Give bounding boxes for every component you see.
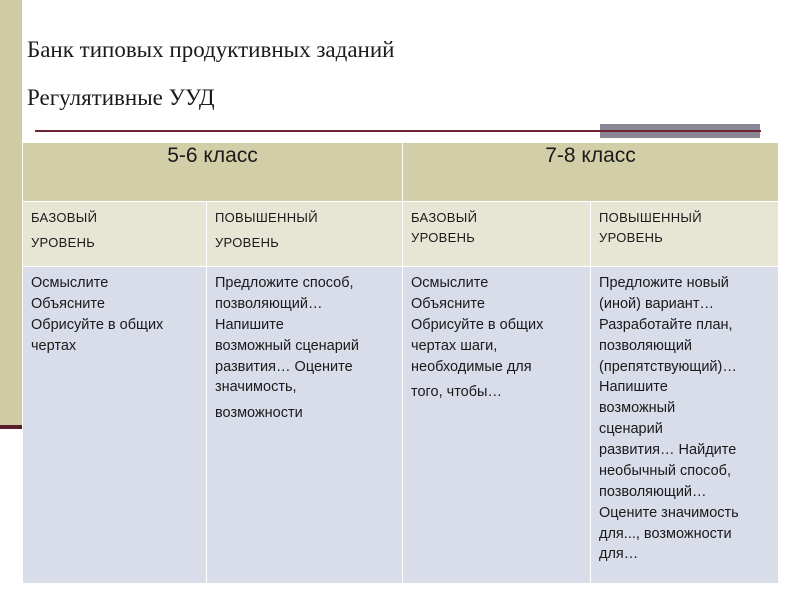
level-label: ПОВЫШЕННЫЙ bbox=[215, 210, 318, 225]
tasks-advanced-5-6 bbox=[207, 267, 403, 584]
task-text-line: для..., возможности bbox=[599, 525, 732, 542]
task-text-line: необходимые для bbox=[411, 358, 532, 375]
level-header-advanced-7-8 bbox=[591, 202, 779, 267]
level-label: УРОВЕНЬ bbox=[411, 230, 476, 246]
left-decor-bar bbox=[0, 0, 22, 425]
task-text-line: значимость, bbox=[215, 379, 297, 396]
task-text-line: чертах bbox=[31, 337, 77, 354]
task-text-line: Предложите новый bbox=[599, 275, 729, 291]
task-text-line: (иной) вариант… bbox=[599, 295, 714, 312]
level-label: БАЗОВЫЙ bbox=[31, 210, 98, 225]
task-text-line: Напишите bbox=[599, 379, 668, 396]
page-subtitle: Регулятивные УУД bbox=[27, 85, 215, 110]
task-text-line: Напишите bbox=[215, 316, 284, 333]
left-decor-bar-edge bbox=[0, 425, 22, 429]
level-label: БАЗОВЫЙ bbox=[411, 210, 478, 225]
task-text-line: (препятствующий)… bbox=[599, 358, 737, 375]
grade-header-7-8: 7-8 класс bbox=[403, 143, 779, 202]
task-text-line: необычный способ, bbox=[599, 462, 731, 479]
level-header-basic-7-8 bbox=[403, 202, 591, 267]
task-text-line: того, чтобы… bbox=[411, 384, 502, 401]
level-label: УРОВЕНЬ bbox=[215, 235, 280, 251]
task-text-line: возможный bbox=[599, 400, 676, 417]
tasks-row bbox=[23, 267, 779, 584]
grade-header-5-6: 5-6 класс bbox=[23, 143, 403, 202]
task-text-line: Обрисуйте в общих bbox=[31, 316, 164, 333]
level-header-basic-5-6 bbox=[23, 202, 207, 267]
task-text-line: позволяющий… bbox=[599, 483, 707, 500]
task-text-line: позволяющий… bbox=[215, 295, 323, 312]
page-title: Банк типовых продуктивных заданий bbox=[27, 37, 395, 62]
task-text-line: Обрисуйте в общих bbox=[411, 316, 544, 333]
tasks-basic-7-8 bbox=[403, 267, 591, 584]
task-text-line: возможности bbox=[215, 405, 303, 422]
level-header-advanced-5-6 bbox=[207, 202, 403, 267]
task-text-line: развития… Найдите bbox=[599, 442, 737, 458]
tasks-basic-5-6 bbox=[23, 267, 207, 584]
task-text-line: чертах шаги, bbox=[411, 337, 498, 354]
level-label: УРОВЕНЬ bbox=[599, 230, 664, 246]
task-text-line: Оцените значимость bbox=[599, 504, 739, 521]
divider-accent-line bbox=[600, 130, 760, 132]
level-header-row bbox=[23, 202, 779, 267]
task-text-line: Разработайте план, bbox=[599, 316, 733, 333]
task-text-line: Предложите способ, bbox=[215, 275, 354, 291]
task-text-line: Осмыслите bbox=[411, 275, 489, 291]
task-text-line: развития… Оцените bbox=[215, 358, 353, 375]
task-text-line: Осмыслите bbox=[31, 275, 109, 291]
grade-header-row bbox=[23, 143, 779, 202]
task-text-line: сценарий bbox=[599, 421, 663, 438]
tasks-advanced-7-8 bbox=[591, 267, 779, 584]
task-text-line: Объясните bbox=[31, 295, 105, 312]
task-text-line: возможный сценарий bbox=[215, 337, 360, 354]
level-label: ПОВЫШЕННЫЙ bbox=[599, 210, 702, 225]
task-text-line: позволяющий bbox=[599, 337, 693, 354]
task-text-line: для… bbox=[599, 546, 639, 563]
task-text-line: Объясните bbox=[411, 295, 485, 312]
level-label: УРОВЕНЬ bbox=[31, 235, 96, 251]
tasks-table bbox=[22, 142, 779, 584]
